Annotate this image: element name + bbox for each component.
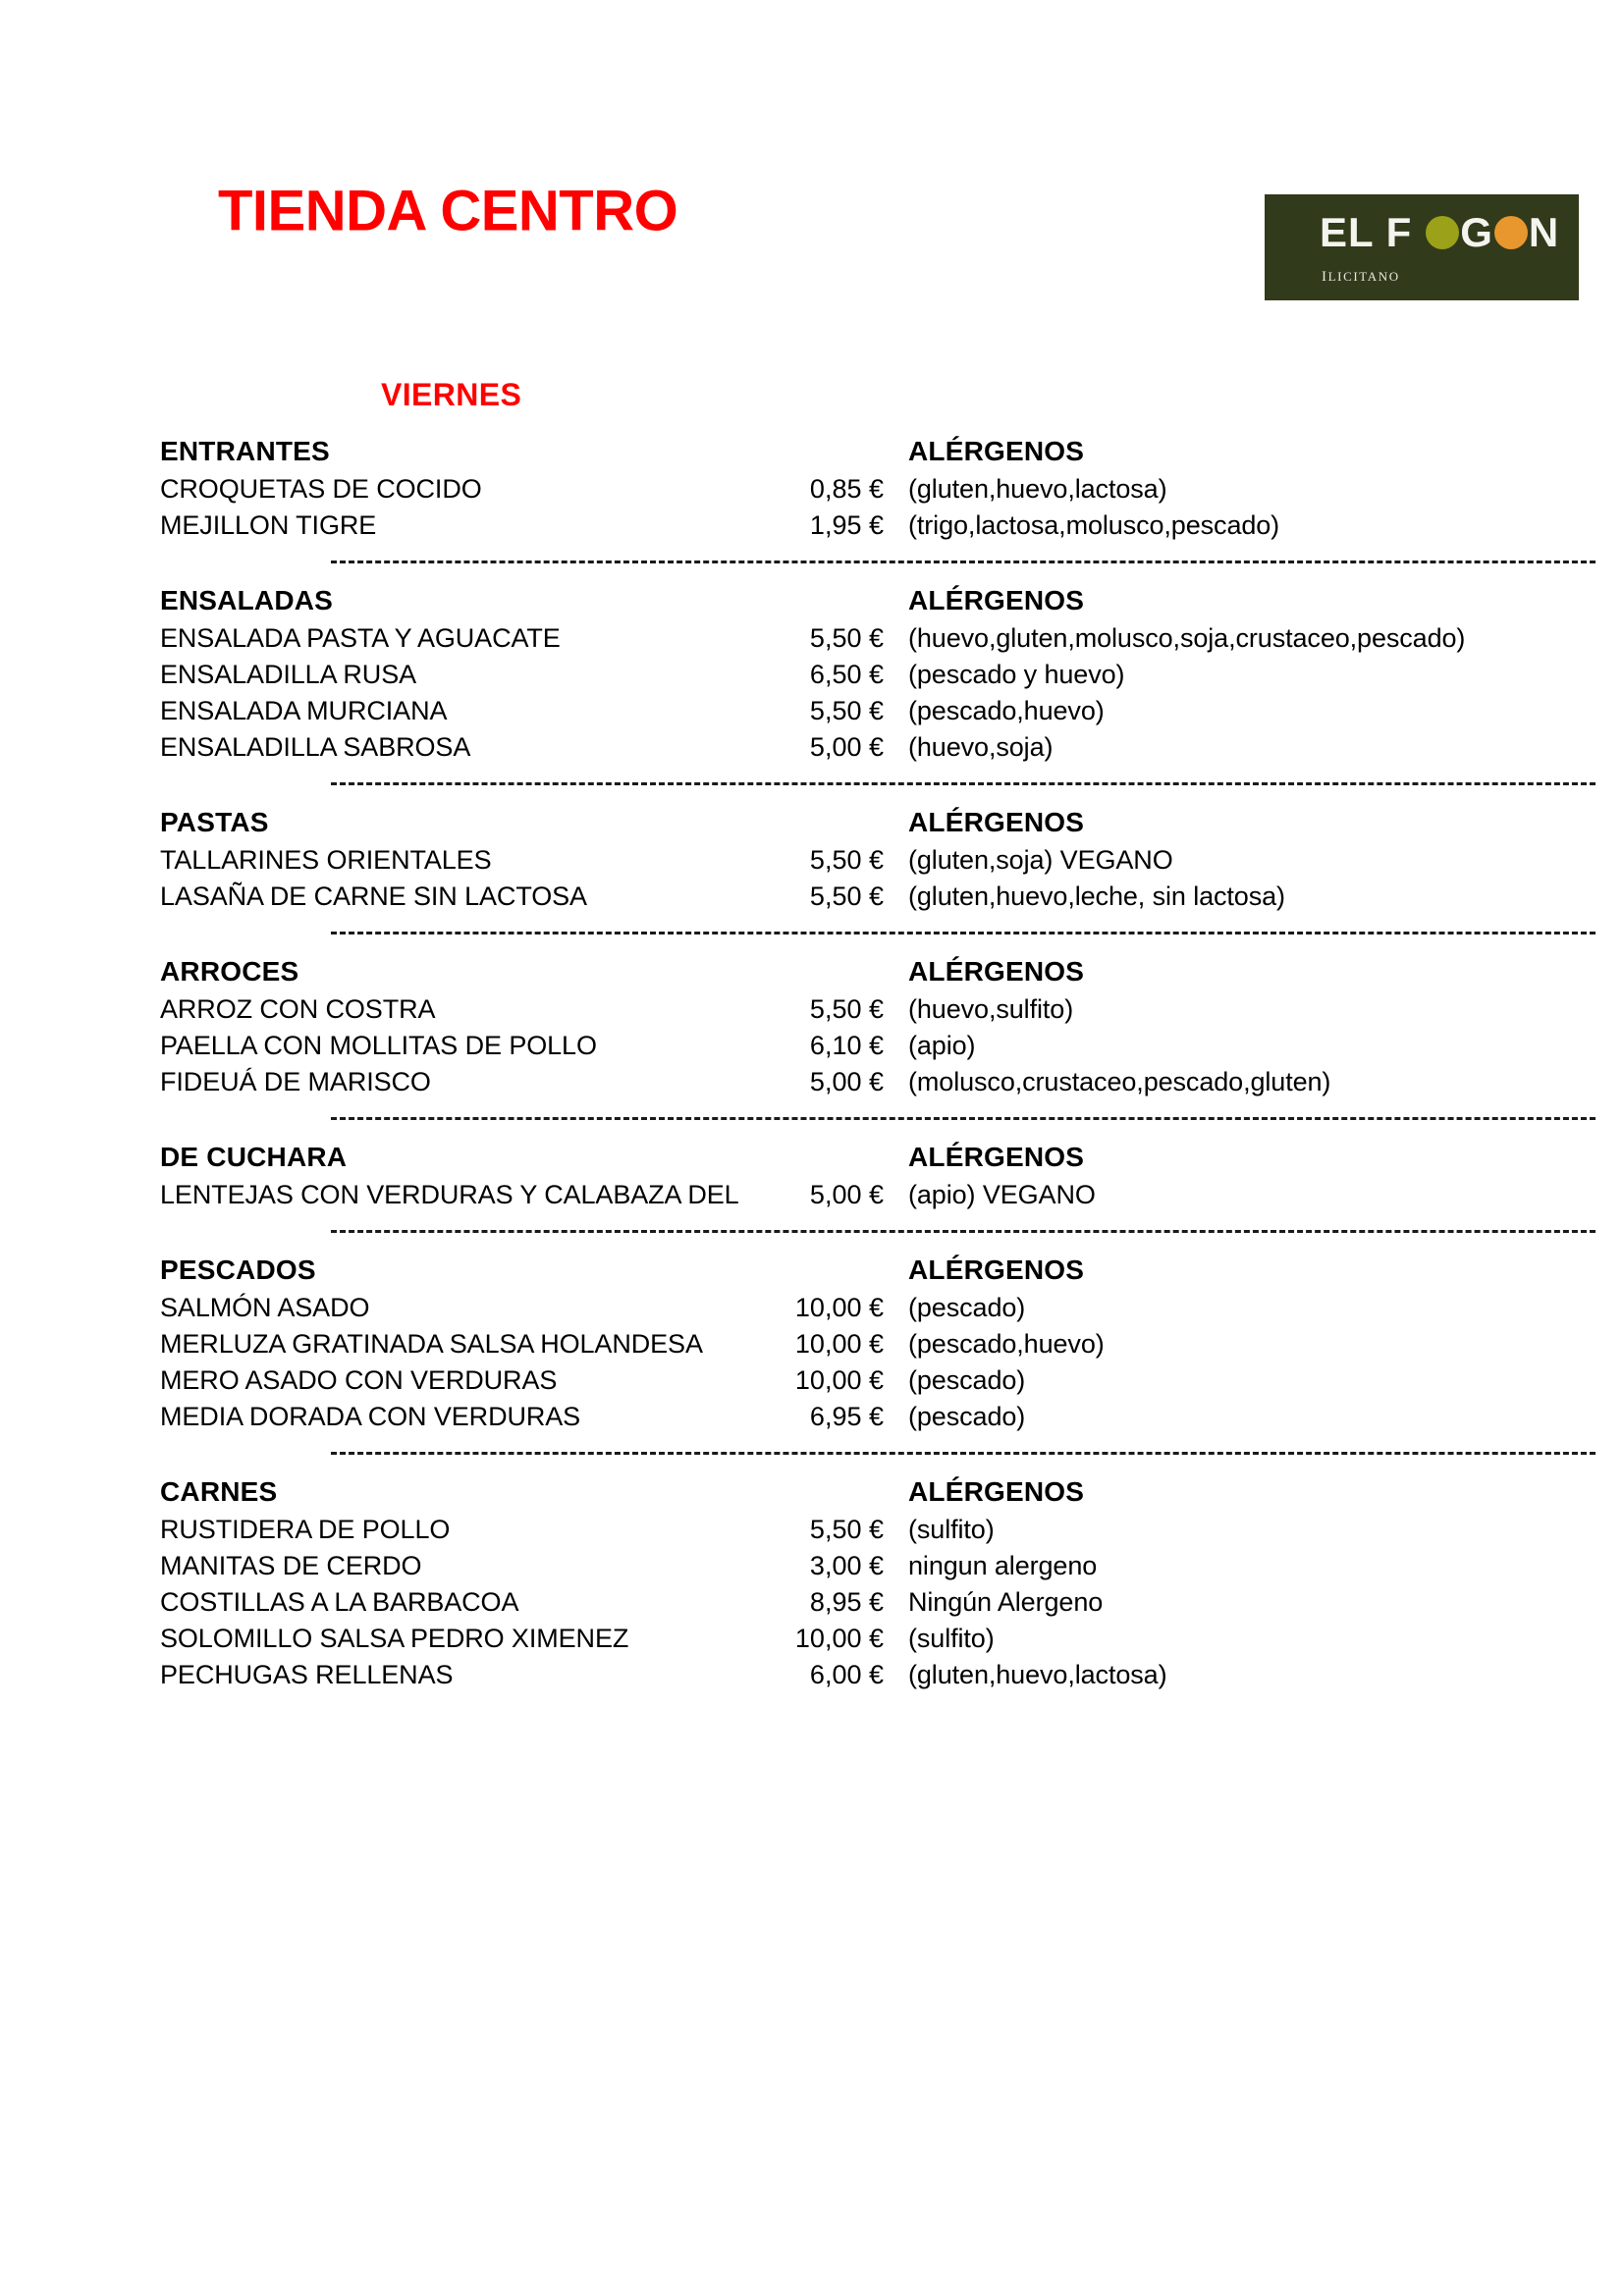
logo-wordmark [1320, 209, 1560, 255]
menu-item-row [0, 1028, 1623, 1064]
page-header [0, 0, 1623, 412]
menu-item-name: PECHUGAS RELLENAS [160, 1660, 454, 1689]
menu-section [0, 1251, 1623, 1435]
menu-item-row [0, 471, 1623, 507]
section-divider [0, 1435, 1623, 1472]
menu-item-allergens: (pescado) [908, 1365, 1026, 1395]
menu-item-name: RUSTIDERA DE POLLO [160, 1515, 451, 1544]
menu-item-price: 5,00 € [809, 1180, 884, 1209]
menu-item-price: 0,85 € [809, 474, 884, 504]
menu-item-allergens: (gluten,huevo,lactosa) [908, 1660, 1167, 1689]
menu-item-row [0, 507, 1623, 544]
section-title: PASTAS [160, 807, 269, 837]
menu-item-price: 6,10 € [809, 1031, 884, 1060]
section-header-row [0, 1138, 1623, 1177]
menu-item-name: MEDIA DORADA CON VERDURAS [160, 1402, 581, 1431]
menu-item-name: FIDEUÁ DE MARISCO [160, 1067, 431, 1096]
dashed-rule [331, 782, 1596, 785]
allergens-column-header: ALÉRGENOS [908, 1476, 1085, 1507]
menu-item-allergens: (pescado) [908, 1402, 1026, 1431]
menu-item-row [0, 693, 1623, 729]
dashed-rule [331, 1452, 1596, 1455]
allergens-column-header: ALÉRGENOS [908, 1255, 1085, 1285]
section-divider [0, 915, 1623, 952]
section-title: CARNES [160, 1476, 278, 1507]
section-title: ARROCES [160, 956, 299, 987]
menu-item-row [0, 1621, 1623, 1657]
menu-item-row [0, 1512, 1623, 1548]
menu-sections [0, 432, 1623, 1693]
section-header-row [0, 803, 1623, 842]
menu-item-allergens: (apio) [908, 1031, 976, 1060]
menu-item-name: PAELLA CON MOLLITAS DE POLLO [160, 1031, 597, 1060]
day-subtitle: VIERNES [381, 377, 522, 412]
menu-item-name: ARROZ CON COSTRA [160, 994, 436, 1024]
logo-text-n: N [1528, 209, 1560, 255]
menu-item-row [0, 657, 1623, 693]
menu-item-name: CROQUETAS DE COCIDO [160, 474, 482, 504]
menu-item-name: ENSALADA MURCIANA [160, 696, 448, 725]
allergens-column-header: ALÉRGENOS [908, 1142, 1085, 1172]
allergens-column-header: ALÉRGENOS [908, 585, 1085, 615]
menu-item-price: 6,00 € [809, 1660, 884, 1689]
menu-item-name: MERO ASADO CON VERDURAS [160, 1365, 558, 1395]
menu-item-price: 5,50 € [809, 623, 884, 653]
menu-item-allergens: (gluten,soja) VEGANO [908, 845, 1173, 875]
menu-item-name: SALMÓN ASADO [160, 1293, 370, 1322]
menu-item-price: 5,50 € [809, 696, 884, 725]
menu-item-row [0, 1548, 1623, 1584]
menu-item-name: ENSALADILLA RUSA [160, 660, 417, 689]
menu-item-row [0, 991, 1623, 1028]
menu-item-row [0, 620, 1623, 657]
logo-orange-circle-icon [1494, 216, 1528, 249]
menu-section [0, 952, 1623, 1100]
menu-item-allergens: (sulfito) [908, 1624, 995, 1653]
menu-item-row [0, 1290, 1623, 1326]
menu-item-allergens: (huevo,gluten,molusco,soja,crustaceo,pescado) [908, 623, 1466, 653]
menu-item-allergens: (gluten,huevo,lactosa) [908, 474, 1167, 504]
menu-section [0, 1138, 1623, 1213]
dashed-rule [331, 561, 1596, 563]
allergens-column-header: ALÉRGENOS [908, 956, 1085, 987]
menu-item-name: TALLARINES ORIENTALES [160, 845, 492, 875]
logo-tagline: ilicitano [1322, 261, 1400, 286]
menu-item-price: 10,00 € [794, 1624, 884, 1653]
menu-item-price: 10,00 € [794, 1293, 884, 1322]
menu-item-row [0, 1362, 1623, 1399]
menu-item-price: 3,00 € [809, 1551, 884, 1580]
menu-item-row [0, 879, 1623, 915]
menu-item-allergens: (huevo,soja) [908, 732, 1054, 762]
menu-item-allergens: (molusco,crustaceo,pescado,gluten) [908, 1067, 1331, 1096]
menu-item-price: 5,00 € [809, 732, 884, 762]
section-title: PESCADOS [160, 1255, 316, 1285]
menu-item-allergens: (sulfito) [908, 1515, 995, 1544]
brand-logo [1265, 194, 1579, 300]
menu-section [0, 803, 1623, 915]
menu-item-price: 5,50 € [809, 881, 884, 911]
dashed-rule [331, 1117, 1596, 1120]
section-header-row [0, 432, 1623, 471]
section-title: ENSALADAS [160, 585, 334, 615]
logo-text-g: G [1460, 209, 1493, 255]
menu-item-price: 6,95 € [809, 1402, 884, 1431]
menu-item-allergens: (pescado,huevo) [908, 1329, 1105, 1359]
section-divider [0, 544, 1623, 581]
menu-item-price: 8,95 € [809, 1587, 884, 1617]
menu-item-name: ENSALADA PASTA Y AGUACATE [160, 623, 561, 653]
menu-item-price: 5,00 € [809, 1067, 884, 1096]
section-header-row [0, 1251, 1623, 1290]
menu-item-row [0, 842, 1623, 879]
menu-item-price: 5,50 € [809, 994, 884, 1024]
section-header-row [0, 581, 1623, 620]
menu-item-allergens: (pescado) [908, 1293, 1026, 1322]
menu-item-allergens: Ningún Alergeno [908, 1587, 1104, 1617]
menu-item-allergens: (apio) VEGANO [908, 1180, 1096, 1209]
menu-item-row [0, 1326, 1623, 1362]
menu-item-row [0, 1399, 1623, 1435]
menu-item-allergens: (trigo,lactosa,molusco,pescado) [908, 510, 1280, 540]
allergens-column-header: ALÉRGENOS [908, 436, 1085, 466]
menu-item-row [0, 1657, 1623, 1693]
menu-item-price: 6,50 € [809, 660, 884, 689]
logo-text-el-f: EL F [1320, 209, 1413, 255]
menu-item-price: 10,00 € [794, 1365, 884, 1395]
menu-item-row [0, 1177, 1623, 1213]
menu-item-price: 10,00 € [794, 1329, 884, 1359]
section-divider [0, 766, 1623, 803]
section-title: ENTRANTES [160, 436, 330, 466]
menu-item-name: MANITAS DE CERDO [160, 1551, 422, 1580]
menu-item-row [0, 1584, 1623, 1621]
menu-item-allergens: (pescado y huevo) [908, 660, 1125, 689]
menu-item-name: MEJILLON TIGRE [160, 510, 377, 540]
dashed-rule [331, 932, 1596, 934]
menu-item-price: 1,95 € [809, 510, 884, 540]
dashed-rule [331, 1230, 1596, 1233]
logo-olive-circle-icon [1426, 216, 1459, 249]
section-header-row [0, 952, 1623, 991]
menu-item-price: 5,50 € [809, 1515, 884, 1544]
section-divider [0, 1213, 1623, 1251]
menu-item-name: LENTEJAS CON VERDURAS Y CALABAZA DEL [160, 1180, 739, 1209]
menu-item-allergens: (huevo,sulfito) [908, 994, 1074, 1024]
section-divider [0, 1100, 1623, 1138]
menu-item-name: LASAÑA DE CARNE SIN LACTOSA [160, 881, 587, 911]
menu-item-row [0, 729, 1623, 766]
menu-item-name: SOLOMILLO SALSA PEDRO XIMENEZ [160, 1624, 629, 1653]
menu-item-allergens: ningun alergeno [908, 1551, 1098, 1580]
menu-item-name: COSTILLAS A LA BARBACOA [160, 1587, 519, 1617]
menu-section [0, 432, 1623, 544]
allergens-column-header: ALÉRGENOS [908, 807, 1085, 837]
menu-item-row [0, 1064, 1623, 1100]
section-title: DE CUCHARA [160, 1142, 348, 1172]
menu-item-name: MERLUZA GRATINADA SALSA HOLANDESA [160, 1329, 703, 1359]
menu-item-price: 5,50 € [809, 845, 884, 875]
menu-section [0, 581, 1623, 766]
menu-item-name: ENSALADILLA SABROSA [160, 732, 471, 762]
page-title: TIENDA CENTRO [218, 179, 678, 243]
menu-item-allergens: (pescado,huevo) [908, 696, 1105, 725]
menu-item-allergens: (gluten,huevo,leche, sin lactosa) [908, 881, 1285, 911]
menu-section [0, 1472, 1623, 1693]
section-header-row [0, 1472, 1623, 1512]
